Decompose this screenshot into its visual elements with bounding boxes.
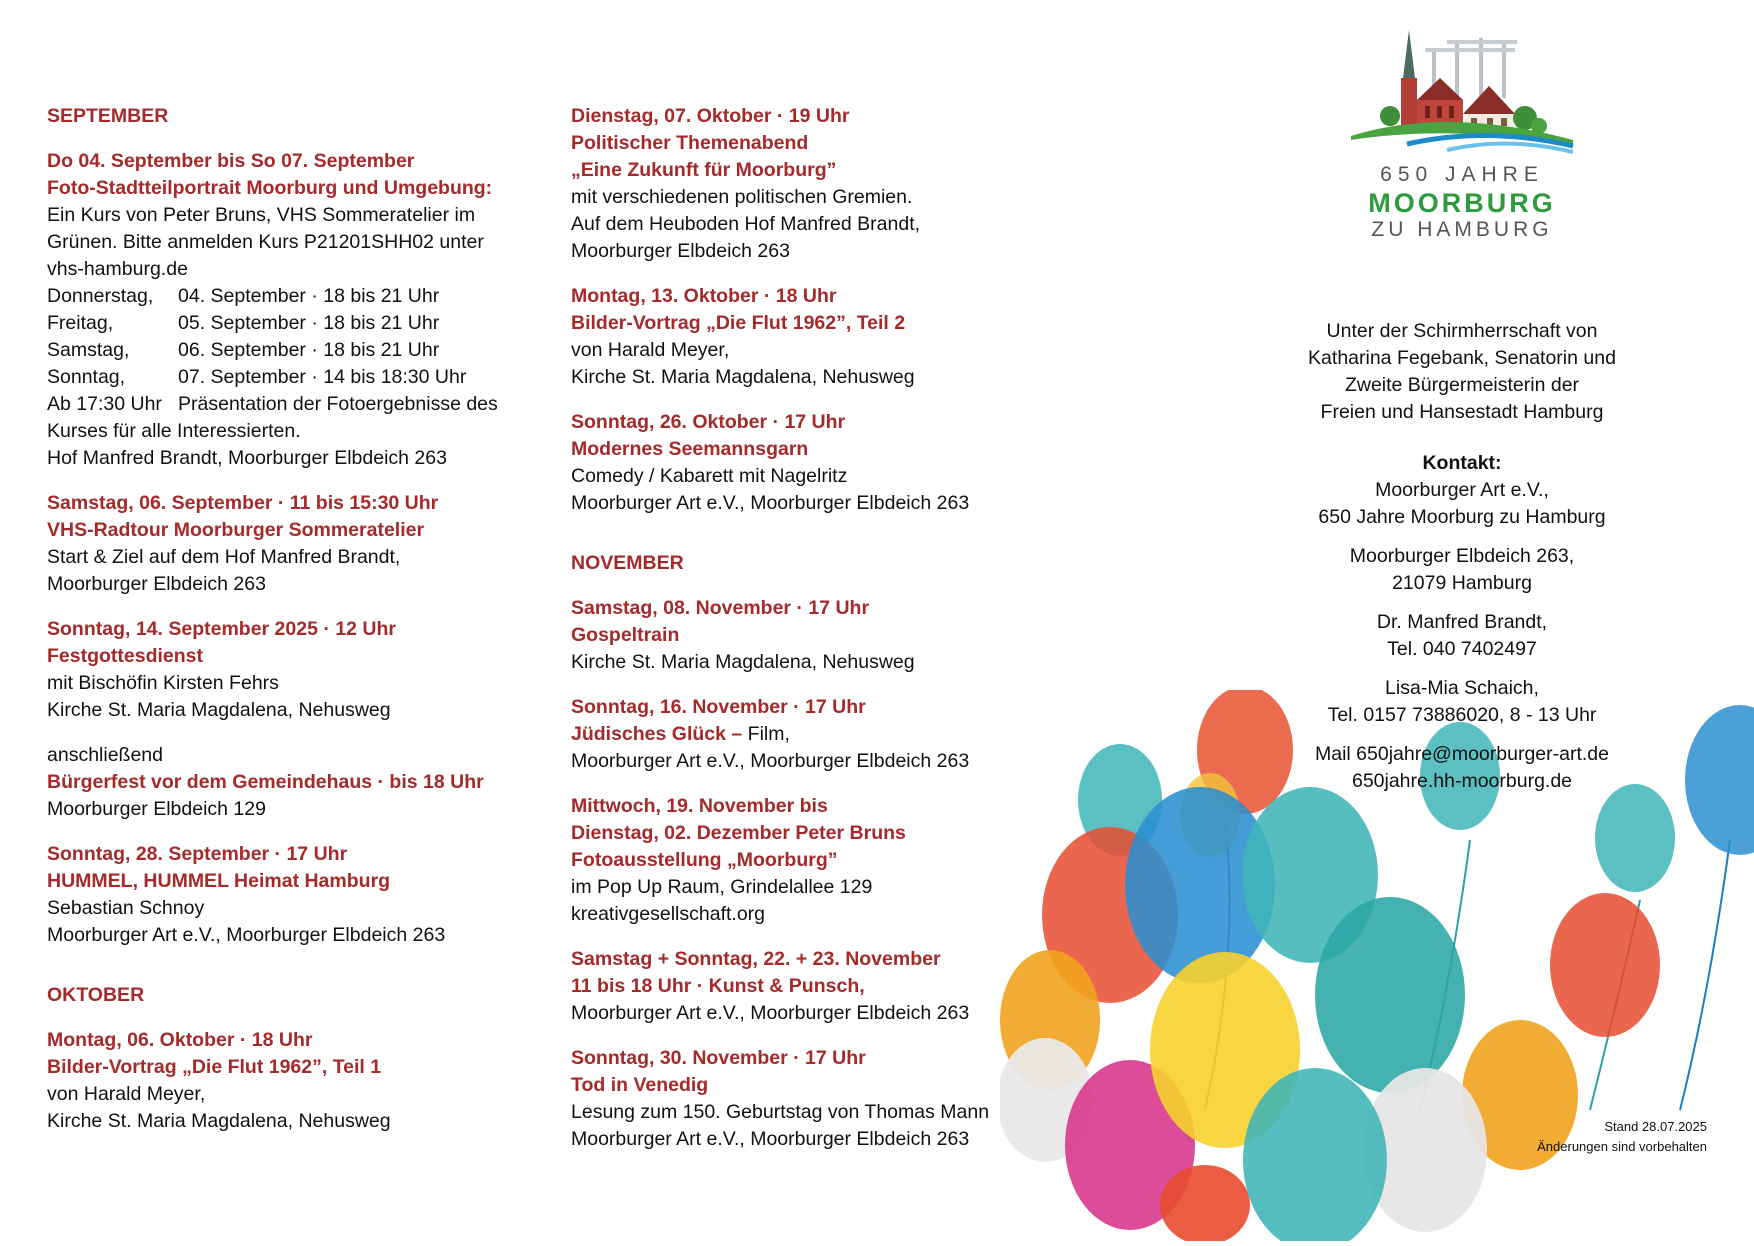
event-foto-stadtteilportrait bbox=[47, 148, 547, 472]
event-title: Bürgerfest vor dem Gemeindehaus · bis 18 Uhr bbox=[47, 771, 484, 793]
event-title: Politischer Themenabend bbox=[571, 132, 809, 154]
contact-person-2 bbox=[1262, 675, 1662, 729]
contact-person-1 bbox=[1262, 609, 1662, 663]
address-line: 21079 Hamburg bbox=[1392, 572, 1532, 594]
patronage-line: Zweite Bürgermeisterin der bbox=[1344, 374, 1580, 396]
event-title: Bilder-Vortrag „Die Flut 1962”, Teil 1 bbox=[47, 1056, 382, 1078]
contact-heading: Kontakt: bbox=[1422, 452, 1502, 474]
website-link[interactable]: 650jahre.hh-moorburg.de bbox=[1351, 770, 1573, 792]
event-title: Gospeltrain bbox=[571, 624, 680, 646]
event-date: Samstag + Sonntag, 22. + 23. November bbox=[571, 948, 941, 970]
event-location: im Pop Up Raum, Grindelallee 129 bbox=[571, 876, 873, 898]
event-juedisches-glueck bbox=[571, 694, 1071, 775]
schedule-time: 04. September · 18 bis 21 Uhr bbox=[178, 285, 440, 307]
schedule-day: Freitag, bbox=[47, 312, 114, 334]
event-date: Sonntag, 16. November · 17 Uhr bbox=[571, 696, 866, 718]
event-title: Tod in Venedig bbox=[571, 1074, 709, 1096]
person-name: Dr. Manfred Brandt, bbox=[1376, 611, 1548, 633]
month-heading-september: SEPTEMBER bbox=[47, 105, 169, 127]
event-date: Samstag, 08. November · 17 Uhr bbox=[571, 597, 870, 619]
village-illustration bbox=[1337, 28, 1587, 168]
event-location: Moorburger Art e.V., Moorburger Elbdeich 263 bbox=[571, 1002, 970, 1024]
logo-line-moorburg: MOORBURG bbox=[1368, 188, 1556, 218]
event-text: Comedy / Kabarett mit Nagelritz bbox=[571, 465, 848, 487]
logo-line-zu-hamburg: ZU HAMBURG bbox=[1371, 218, 1553, 241]
event-title: VHS-Radtour Moorburger Sommeratelier bbox=[47, 519, 425, 541]
event-title-line bbox=[571, 721, 1071, 748]
event-text: Auf dem Heuboden Hof Manfred Brandt, bbox=[571, 213, 921, 235]
contact-panel bbox=[1262, 318, 1662, 807]
event-date: Dienstag, 07. Oktober · 19 Uhr bbox=[571, 105, 850, 127]
schedule-time: 05. September · 18 bis 21 Uhr bbox=[178, 312, 440, 334]
event-title: 11 bis 18 Uhr · Kunst & Punsch, bbox=[571, 975, 865, 997]
online-contact bbox=[1262, 741, 1662, 795]
address-block bbox=[1262, 543, 1662, 597]
schedule-day: Sonntag, bbox=[47, 366, 126, 388]
event-location: Moorburger Elbdeich 129 bbox=[47, 798, 266, 820]
event-title: Bilder-Vortrag „Die Flut 1962”, Teil 2 bbox=[571, 312, 906, 334]
event-buergerfest bbox=[47, 742, 547, 823]
email-link[interactable]: Mail 650jahre@moorburger-art.de bbox=[1314, 743, 1609, 765]
event-location: Kirche St. Maria Magdalena, Nehusweg bbox=[47, 699, 391, 721]
schedule-day: Ab 17:30 Uhr bbox=[47, 393, 162, 415]
event-date: Montag, 13. Oktober · 18 Uhr bbox=[571, 285, 837, 307]
event-text: Grünen. Bitte anmelden Kurs P21201SHH02 unter bbox=[47, 231, 484, 253]
event-date: Do 04. September bis So 07. September bbox=[47, 150, 415, 172]
schedule-day: Donnerstag, bbox=[47, 285, 154, 307]
event-fotoausstellung bbox=[571, 793, 1071, 928]
event-title: Jüdisches Glück – bbox=[571, 723, 743, 745]
event-date: Samstag, 06. September · 11 bis 15:30 Uhr bbox=[47, 492, 439, 514]
patronage-line: Freien und Hansestadt Hamburg bbox=[1320, 401, 1604, 423]
event-text: Kurses für alle Interessierten. bbox=[47, 420, 301, 442]
event-title: Modernes Seemannsgarn bbox=[571, 438, 809, 460]
balloon-red bbox=[1550, 893, 1660, 1037]
event-festgottesdienst bbox=[47, 616, 547, 724]
moorburg-logo bbox=[1337, 28, 1587, 243]
person-name: Lisa-Mia Schaich, bbox=[1385, 677, 1539, 699]
status-date: Stand 28.07.2025 bbox=[1604, 1119, 1707, 1134]
patronage-line: Unter der Schirmherrschaft von bbox=[1326, 320, 1598, 342]
event-location: Kirche St. Maria Magdalena, Nehusweg bbox=[47, 1110, 391, 1132]
schedule-time: Präsentation der Fotoergebnisse des bbox=[178, 393, 498, 415]
event-location: Moorburger Art e.V., Moorburger Elbdeich 263 bbox=[47, 924, 446, 946]
balloon-blue bbox=[1685, 705, 1754, 855]
balloon-teal bbox=[1315, 897, 1465, 1093]
event-text: von Harald Meyer, bbox=[571, 339, 730, 361]
event-text: Start & Ziel auf dem Hof Manfred Brandt, bbox=[47, 546, 401, 568]
event-tod-in-venedig bbox=[571, 1045, 1071, 1153]
event-text: anschließend bbox=[47, 744, 163, 766]
event-seemannsgarn bbox=[571, 409, 1071, 517]
event-kunst-punsch bbox=[571, 946, 1071, 1027]
event-location: Moorburger Elbdeich 263 bbox=[47, 573, 266, 595]
event-title: HUMMEL, HUMMEL Heimat Hamburg bbox=[47, 870, 391, 892]
schedule-time: 07. September · 14 bis 18:30 Uhr bbox=[178, 366, 467, 388]
address-line: Moorburger Elbdeich 263, bbox=[1349, 545, 1575, 567]
event-location: Moorburger Art e.V., Moorburger Elbdeich 263 bbox=[571, 492, 970, 514]
event-date: Sonntag, 30. November · 17 Uhr bbox=[571, 1047, 866, 1069]
contact-org: 650 Jahre Moorburg zu Hamburg bbox=[1318, 506, 1606, 528]
event-subtitle: „Eine Zukunft für Moorburg” bbox=[571, 159, 837, 181]
contact-block bbox=[1262, 450, 1662, 531]
patronage-line: Katharina Fegebank, Senatorin und bbox=[1308, 347, 1616, 369]
schedule-day: Samstag, bbox=[47, 339, 130, 361]
event-flut-teil-2 bbox=[571, 283, 1071, 391]
event-title: Festgottesdienst bbox=[47, 645, 204, 667]
event-hummel-hummel bbox=[47, 841, 547, 949]
event-location: Kirche St. Maria Magdalena, Nehusweg bbox=[571, 366, 915, 388]
event-text: Film, bbox=[742, 723, 790, 745]
event-date: Sonntag, 26. Oktober · 17 Uhr bbox=[571, 411, 846, 433]
phone-number[interactable]: Tel. 040 7402497 bbox=[1387, 638, 1537, 660]
event-link[interactable]: kreativgesellschaft.org bbox=[571, 903, 766, 925]
event-text: Lesung zum 150. Geburtstag von Thomas Mann bbox=[571, 1101, 990, 1123]
event-link[interactable]: vhs-hamburg.de bbox=[47, 258, 188, 280]
schedule-time: 06. September · 18 bis 21 Uhr bbox=[178, 339, 440, 361]
event-text: mit verschiedenen politischen Gremien. bbox=[571, 186, 913, 208]
month-heading-oktober: OKTOBER bbox=[47, 984, 145, 1006]
contact-org: Moorburger Art e.V., bbox=[1375, 479, 1549, 501]
patronage-text bbox=[1262, 318, 1662, 426]
event-title: Fotoausstellung „Moorburg” bbox=[571, 849, 838, 871]
event-location: Hof Manfred Brandt, Moorburger Elbdeich 263 bbox=[47, 447, 447, 469]
event-schedule bbox=[47, 283, 547, 418]
event-text: Ein Kurs von Peter Bruns, VHS Sommeratelier im bbox=[47, 204, 476, 226]
event-text: von Harald Meyer, bbox=[47, 1083, 206, 1105]
phone-number[interactable]: Tel. 0157 73886020, 8 - 13 Uhr bbox=[1327, 704, 1597, 726]
event-flut-teil-1 bbox=[47, 1027, 547, 1135]
event-themenabend bbox=[571, 103, 1071, 265]
event-location: Moorburger Art e.V., Moorburger Elbdeich 263 bbox=[571, 750, 970, 772]
event-title: Foto-Stadtteilportrait Moorburg und Umgebung: bbox=[47, 177, 493, 199]
october-november-column bbox=[571, 103, 1071, 1171]
document-status bbox=[1537, 1117, 1707, 1157]
status-note: Änderungen sind vorbehalten bbox=[1537, 1139, 1707, 1154]
month-heading-november: NOVEMBER bbox=[571, 552, 684, 574]
event-date: Dienstag, 02. Dezember Peter Bruns bbox=[571, 822, 906, 844]
event-location: Kirche St. Maria Magdalena, Nehusweg bbox=[571, 651, 915, 673]
event-text: Sebastian Schnoy bbox=[47, 897, 205, 919]
event-location: Moorburger Elbdeich 263 bbox=[571, 240, 790, 262]
event-date: Sonntag, 28. September · 17 Uhr bbox=[47, 843, 348, 865]
event-location: Moorburger Art e.V., Moorburger Elbdeich 263 bbox=[571, 1128, 970, 1150]
event-date: Montag, 06. Oktober · 18 Uhr bbox=[47, 1029, 313, 1051]
event-date: Mittwoch, 19. November bis bbox=[571, 795, 828, 817]
logo-line-650-jahre: 650 JAHRE bbox=[1380, 163, 1544, 186]
september-october-column bbox=[47, 103, 547, 1153]
event-text: mit Bischöfin Kirsten Fehrs bbox=[47, 672, 279, 694]
event-gospeltrain bbox=[571, 595, 1071, 676]
event-date: Sonntag, 14. September 2025 · 12 Uhr bbox=[47, 618, 396, 640]
event-vhs-radtour bbox=[47, 490, 547, 598]
